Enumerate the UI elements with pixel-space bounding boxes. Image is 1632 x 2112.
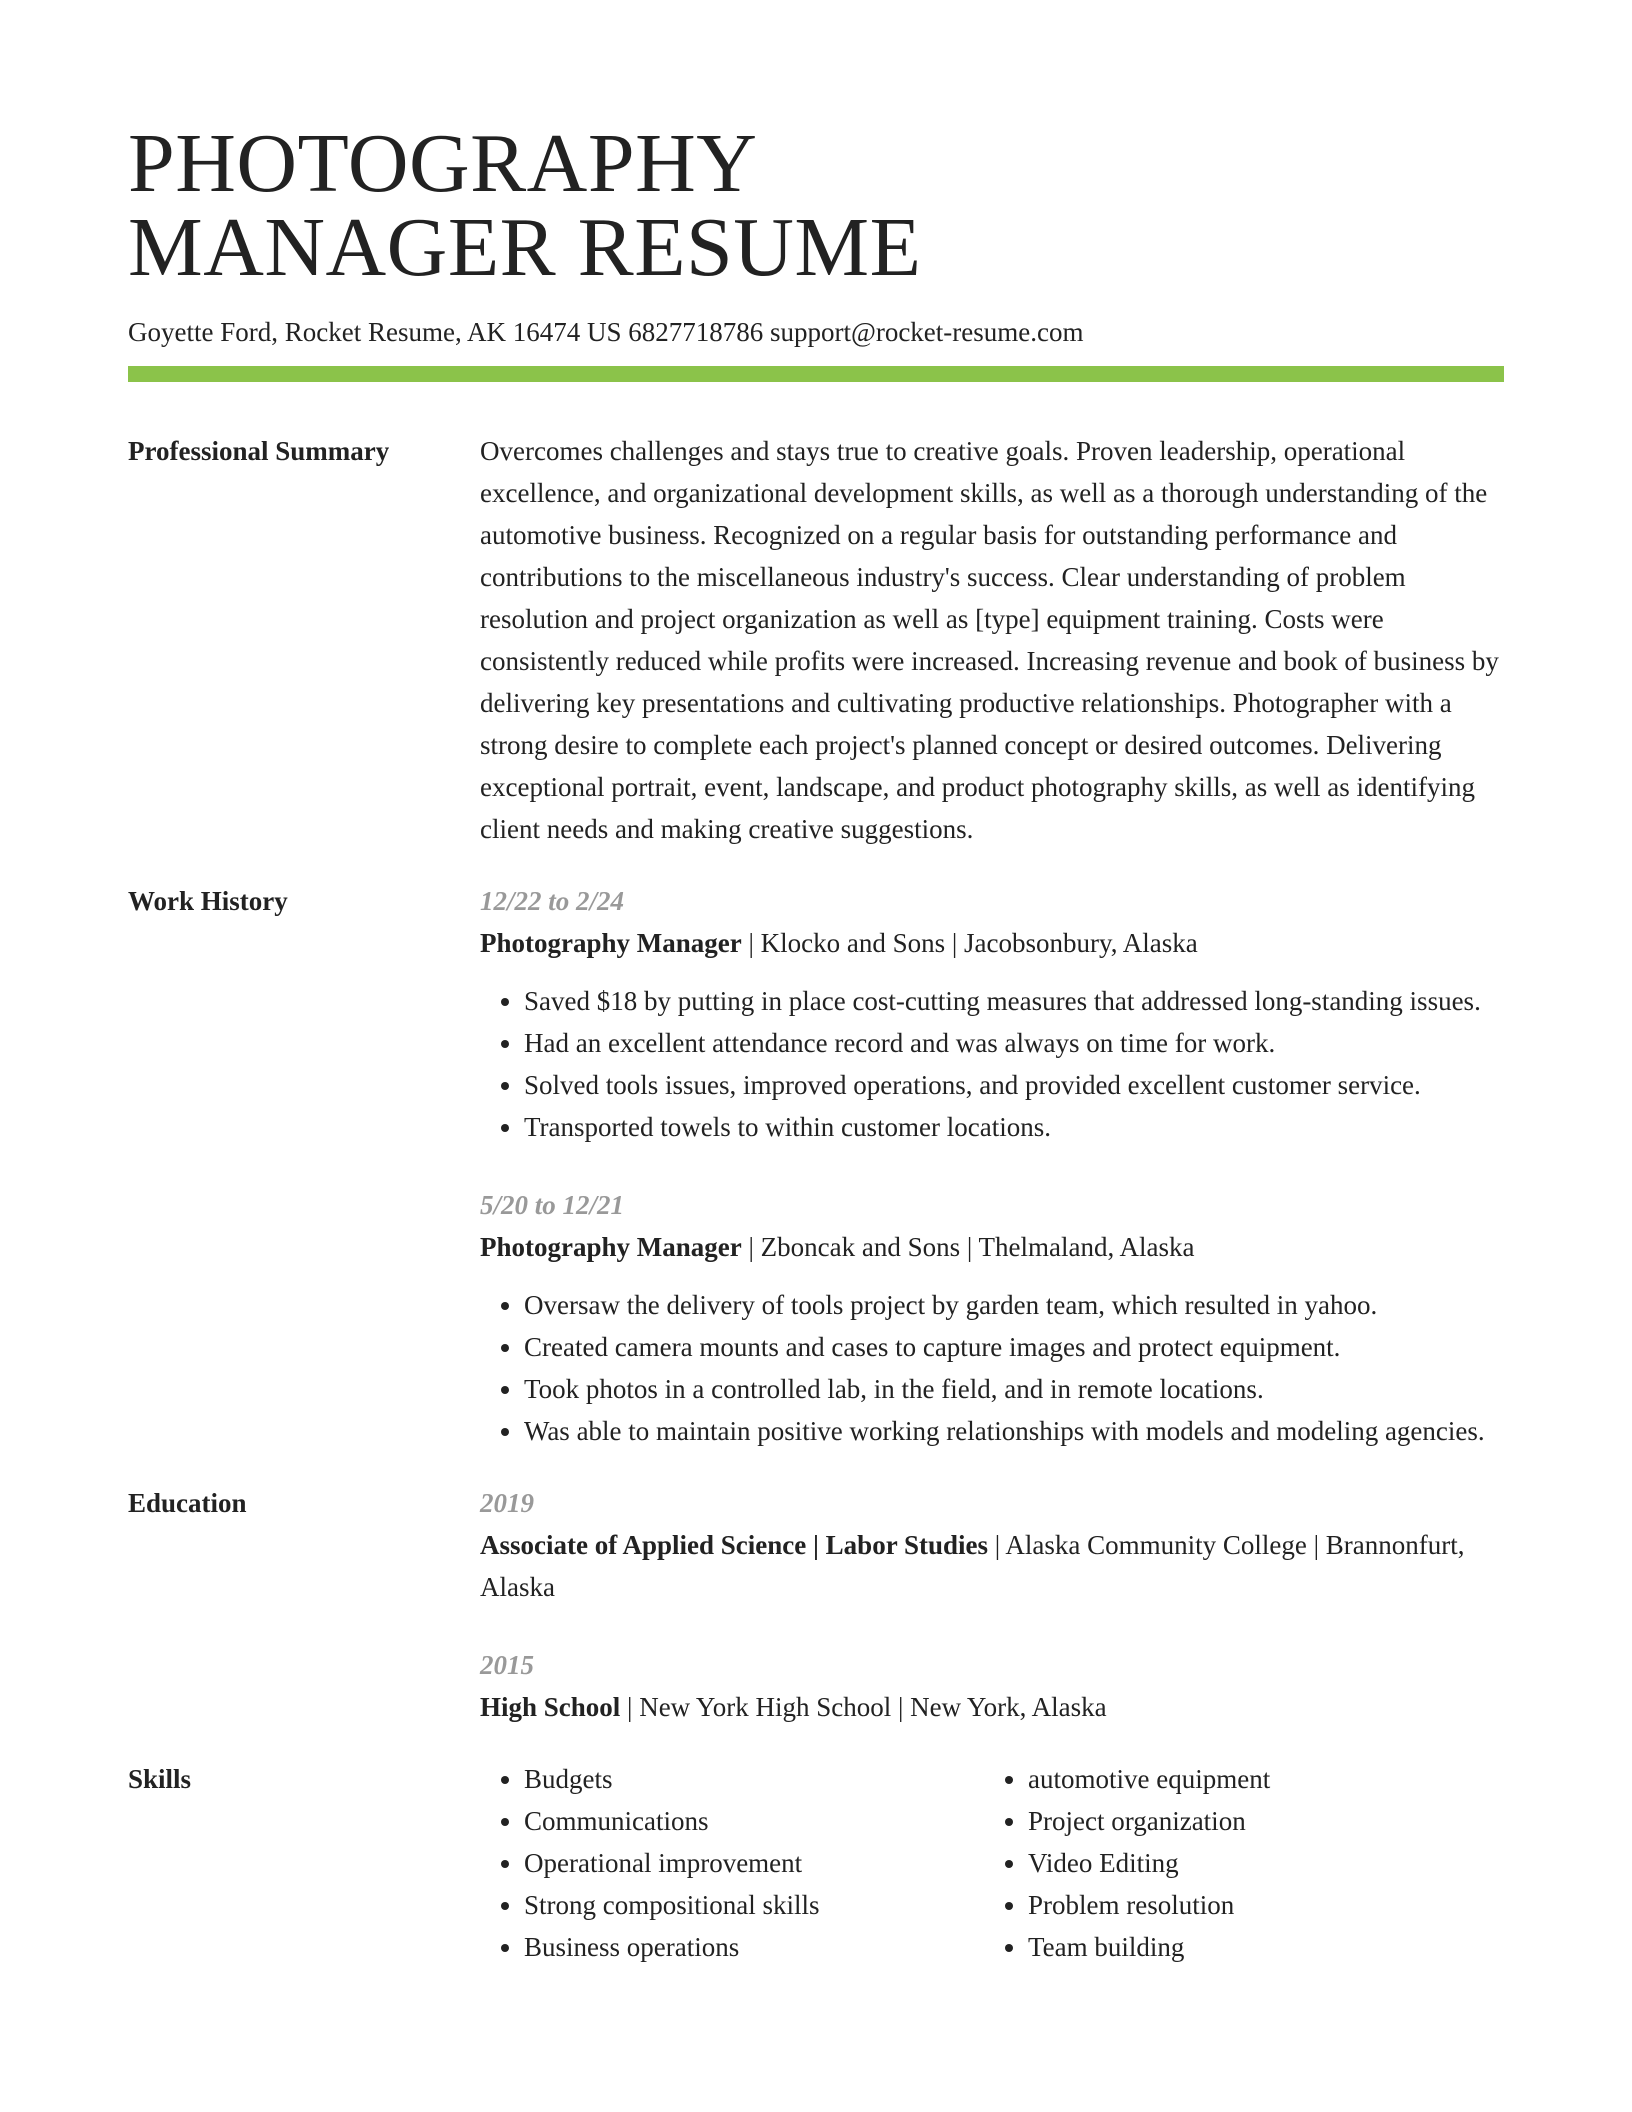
- job-bullet: • Took photos in a controlled lab, in the field, and in remote locations.: [524, 1368, 1504, 1410]
- job-bullet: • Was able to maintain positive working relationships with models and modeling agencies.: [524, 1410, 1504, 1452]
- section-skills: [128, 1758, 1504, 1968]
- job-entry: [480, 1184, 1504, 1452]
- job-bullet: • Solved tools issues, improved operations, and provided excellent customer service.: [524, 1064, 1504, 1106]
- skill-item: • automotive equipment: [1028, 1758, 1270, 1800]
- section-body-skills: [480, 1758, 1504, 1968]
- skill-item: • Project organization: [1028, 1800, 1270, 1842]
- job-bullet: • Created camera mounts and cases to capture images and protect equipment.: [524, 1326, 1504, 1368]
- resume-title-line-1: PHOTOGRAPHY: [128, 117, 758, 210]
- education-degree: Associate of Applied Science | Labor Studies: [480, 1530, 988, 1560]
- education-degree: High School: [480, 1692, 621, 1722]
- skills-columns: [480, 1758, 1504, 1968]
- section-body-work: [480, 880, 1504, 1452]
- job-bullet-list: [480, 980, 1504, 1148]
- education-school-location: | Alaska Community College | Brannonfurt, Alaska: [480, 1530, 1465, 1602]
- job-date: 5/20 to 12/21: [480, 1190, 625, 1220]
- job-entry: [480, 880, 1504, 1148]
- skills-list-left: [480, 1758, 984, 1968]
- section-label-education: Education: [128, 1488, 247, 1518]
- skill-item: • Budgets: [524, 1758, 984, 1800]
- job-bullet: • Had an excellent attendance record and was always on time for work.: [524, 1022, 1504, 1064]
- section-label-summary: Professional Summary: [128, 436, 390, 466]
- job-title: Photography Manager: [480, 928, 742, 958]
- section-body-education: [480, 1482, 1504, 1728]
- education-date: 2015: [480, 1650, 534, 1680]
- job-company-location: | Klocko and Sons | Jacobsonbury, Alaska: [741, 928, 1198, 958]
- job-bullet: • Saved $18 by putting in place cost-cutting measures that addressed long-standing issues.: [524, 980, 1504, 1022]
- accent-divider: [128, 366, 1504, 382]
- section-body-summary: [480, 430, 1504, 850]
- job-heading: [480, 922, 1504, 964]
- job-heading: [480, 1226, 1504, 1268]
- skills-list-right: [984, 1758, 1270, 1968]
- resume-title: [128, 117, 1504, 294]
- job-bullet: • Transported towels to within customer locations.: [524, 1106, 1504, 1148]
- job-title: Photography Manager: [480, 1232, 742, 1262]
- skill-item: • Team building: [1028, 1926, 1270, 1968]
- skill-item: • Video Editing: [1028, 1842, 1270, 1884]
- section-work-history: [128, 880, 1504, 1452]
- section-label-work: Work History: [128, 886, 288, 916]
- skill-item: • Communications: [524, 1800, 984, 1842]
- job-company-location: | Zboncak and Sons | Thelmaland, Alaska: [741, 1232, 1195, 1262]
- skill-item: • Strong compositional skills: [524, 1884, 984, 1926]
- education-heading: [480, 1686, 1504, 1728]
- section-label-skills: Skills: [128, 1764, 192, 1794]
- education-date: 2019: [480, 1488, 534, 1518]
- job-bullet-list: [480, 1284, 1504, 1452]
- job-date: 12/22 to 2/24: [480, 886, 625, 916]
- education-entry: [480, 1644, 1504, 1728]
- skill-item: • Business operations: [524, 1926, 984, 1968]
- section-professional-summary: [128, 430, 1504, 850]
- education-heading: [480, 1524, 1504, 1608]
- education-entry: [480, 1482, 1504, 1608]
- education-school-location: | New York High School | New York, Alaska: [620, 1692, 1107, 1722]
- skill-item: • Problem resolution: [1028, 1884, 1270, 1926]
- skill-item: • Operational improvement: [524, 1842, 984, 1884]
- resume-title-line-2: MANAGER RESUME: [128, 201, 922, 294]
- section-education: [128, 1482, 1504, 1728]
- job-bullet: • Oversaw the delivery of tools project by garden team, which resulted in yahoo.: [524, 1284, 1504, 1326]
- summary-text: Overcomes challenges and stays true to creative goals. Proven leadership, operational excellence, and organizational development skills, as well as a thorough understanding of the automotive business. Recognized on a regular basis for outstanding performance and contributions to the miscellaneous industry's success. Clear understanding of problem resolution and project organization as well as [type] equipment training. Costs were consistently reduced while profits were increased. Increasing revenue and book of business by delivering key presentations and cultivating productive relationships. Photographer with a strong desire to complete each project's planned concept or desired outcomes. Delivering exceptional portrait, event, landscape, and product photography skills, as well as identifying client needs and making creative suggestions.: [480, 436, 1499, 844]
- contact-info: Goyette Ford, Rocket Resume, AK 16474 US 6827718786 support@rocket-resume.com: [128, 317, 1084, 347]
